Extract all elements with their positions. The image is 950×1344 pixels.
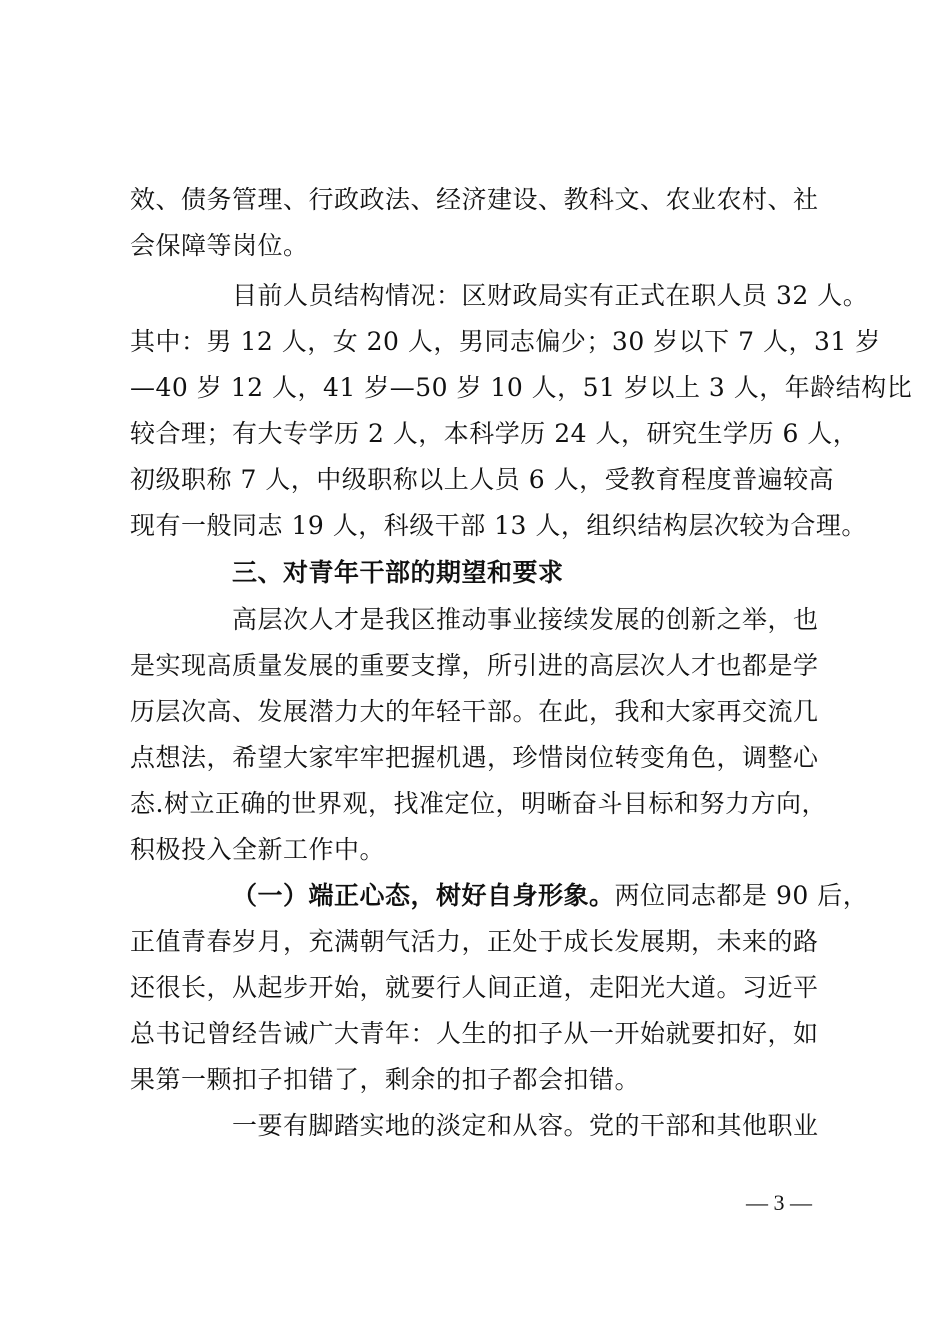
- paragraph-line: 会保障等岗位。: [130, 231, 309, 260]
- paragraph-line: 一要有脚踏实地的淡定和从容。党的干部和其他职业: [232, 1111, 819, 1140]
- paragraph-line: —40 岁 12 人，41 岁—50 岁 10 人，51 岁以上 3 人，年龄结构比: [130, 373, 913, 402]
- paragraph-line: 较合理；有大专学历 2 人，本科学历 24 人，研究生学历 6 人，: [130, 419, 859, 448]
- subheading-continuation: 两位同志都是 90 后，: [614, 881, 869, 910]
- subheading-text: （一）端正心态，树好自身形象。: [232, 881, 615, 910]
- page-number: — 3 —: [746, 1190, 812, 1215]
- section-heading: 三、对青年干部的期望和要求: [232, 558, 564, 587]
- paragraph-line: 正值青春岁月，充满朝气活力，正处于成长发展期，未来的路: [130, 927, 819, 956]
- paragraph-line: 积极投入全新工作中。: [130, 835, 386, 864]
- paragraph-line: 总书记曾经告诫广大青年：人生的扣子从一开始就要扣好，如: [130, 1019, 819, 1048]
- paragraph-line: 高层次人才是我区推动事业接续发展的创新之举，也: [232, 605, 819, 634]
- paragraph-line: 现有一般同志 19 人，科级干部 13 人，组织结构层次较为合理。: [130, 511, 867, 540]
- paragraph-line: 态.树立正确的世界观，找准定位，明晰奋斗目标和努力方向，: [130, 789, 827, 818]
- paragraph-line: 历层次高、发展潜力大的年轻干部。在此，我和大家再交流几: [130, 697, 819, 726]
- subheading-line: [232, 876, 868, 916]
- paragraph-line: 效、债务管理、行政政法、经济建设、教科文、农业农村、社: [130, 185, 819, 214]
- paragraph-line: 其中：男 12 人，女 20 人，男同志偏少；30 岁以下 7 人，31 岁: [130, 327, 881, 356]
- paragraph-line: 目前人员结构情况：区财政局实有正式在职人员 32 人。: [232, 281, 869, 310]
- paragraph-line: 是实现高质量发展的重要支撑，所引进的高层次人才也都是学: [130, 651, 819, 680]
- paragraph-line: 初级职称 7 人，中级职称以上人员 6 人，受教育程度普遍较高: [130, 465, 835, 494]
- paragraph-line: 果第一颗扣子扣错了，剩余的扣子都会扣错。: [130, 1065, 641, 1094]
- paragraph-line: 点想法，希望大家牢牢把握机遇，珍惜岗位转变角色，调整心: [130, 743, 819, 772]
- paragraph-line: 还很长，从起步开始，就要行人间正道，走阳光大道。习近平: [130, 973, 819, 1002]
